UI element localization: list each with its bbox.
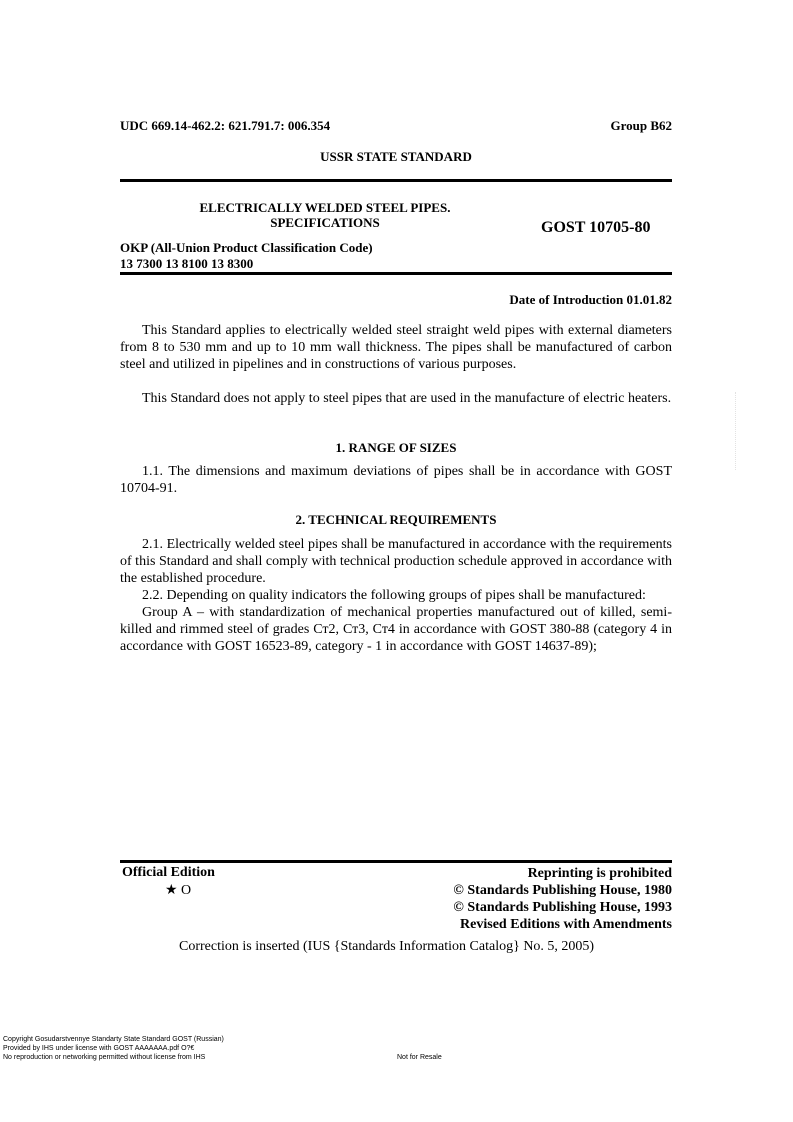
reprinting-notice: Reprinting is prohibited [527,866,672,881]
okp-codes: 13 7300 13 8100 13 8300 [120,256,254,271]
okp-code-block [120,240,373,272]
not-for-resale: Not for Resale [397,1054,442,1061]
intro-paragraph: This Standard does not apply to steel pipes that are used in the manufacture of electric heaters. [142,391,672,406]
udc-code: UDC 669.14-462.2: 621.791.7: 006.354 [120,118,331,133]
official-edition: Official Edition [122,865,215,880]
group-code: Group B62 [610,118,672,133]
license-line: Copyright Gosudarstvennye Standarty State Standard GOST (Russian) [3,1036,224,1043]
license-notice [3,1035,224,1062]
clause-1-1: 1.1. The dimensions and maximum deviations of pipes shall be in accordance with GOST 10704-91. [120,464,672,496]
document-title [120,200,530,230]
license-line: No reproduction or networking permitted without license from IHS [3,1054,206,1061]
gost-number: GOST 10705-80 [541,219,651,236]
standard-type: USSR STATE STANDARD [320,149,472,164]
top-rule [120,179,672,182]
title-line-1: ELECTRICALLY WELDED STEEL PIPES. [199,200,451,215]
footer-rule [120,860,672,863]
title-line-2: SPECIFICATIONS [270,215,380,230]
copyright-1993: © Standards Publishing House, 1993 [453,900,672,915]
revised-editions: Revised Editions with Amendments [460,917,672,932]
intro-paragraph: This Standard applies to electrically welded steel straight weld pipes with external diameters from 8 to 530 mm and up to 10 mm wall thickness. The pipes shall be manufactured of carbon steel and utilized in pipelines and in constructions of various purposes. [120,323,672,372]
section-heading: 1. RANGE OF SIZES [335,440,457,455]
section-heading: 2. TECHNICAL REQUIREMENTS [295,512,497,527]
correction-note: Correction is inserted (IUS {Standards Information Catalog} No. 5, 2005) [179,939,595,954]
okp-label: OKP (All-Union Product Classification Code) [120,240,373,255]
group-a-definition: Group A – with standardization of mechanical properties manufactured out of killed, semi-killed and rimmed steel of grades Ст2, Ст3, Ст4 in accordance with GOST 380-88 (category 4 in accordance with GOST 16523-89, category - 1 in accordance with GOST 14637-89); [120,605,672,654]
copyright-1980: © Standards Publishing House, 1980 [453,883,672,898]
edition-mark: ★ О [165,883,192,898]
title-bottom-rule [120,272,672,275]
clause-2-1: 2.1. Electrically welded steel pipes shall be manufactured in accordance with the requirements of this Standard and shall comply with technical production schedule approved in accordance with the established procedure. [120,537,672,586]
license-line: Provided by IHS under license with GOST AAAAAAA.pdf O?€ [3,1045,195,1052]
margin-artifact [735,392,738,470]
footer-rights-block [380,865,672,933]
date-of-introduction: Date of Introduction 01.01.82 [509,292,672,307]
clause-2-2: 2.2. Depending on quality indicators the following groups of pipes shall be manufactured: [142,588,646,603]
